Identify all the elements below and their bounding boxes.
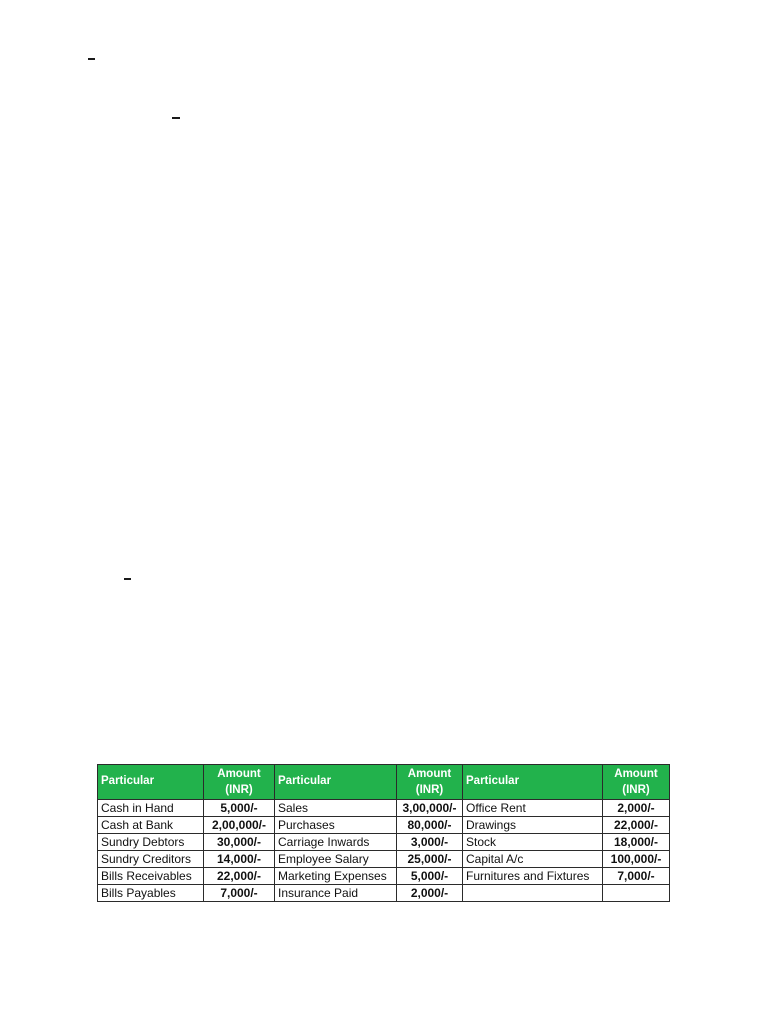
particular-cell: Bills Payables <box>98 885 204 902</box>
particular-cell: Office Rent <box>463 800 603 817</box>
amount-cell: 30,000/- <box>204 834 275 851</box>
amount-cell: 7,000/- <box>204 885 275 902</box>
amount-cell: 22,000/- <box>204 868 275 885</box>
amount-cell: 25,000/- <box>397 851 463 868</box>
underline-mark <box>88 58 95 60</box>
particular-cell: Insurance Paid <box>275 885 397 902</box>
particular-cell: Cash at Bank <box>98 817 204 834</box>
particular-cell: Purchases <box>275 817 397 834</box>
amount-cell: 2,000/- <box>603 800 670 817</box>
header-amount-line2: (INR) <box>225 784 253 796</box>
header-amount-line1: Amount <box>614 768 658 780</box>
particular-cell: Drawings <box>463 817 603 834</box>
amount-cell: 3,000/- <box>397 834 463 851</box>
amount-cell: 100,000/- <box>603 851 670 868</box>
ledger-table <box>97 764 670 902</box>
amount-cell: 3,00,000/- <box>397 800 463 817</box>
particular-cell: Cash in Hand <box>98 800 204 817</box>
particular-cell: Sales <box>275 800 397 817</box>
header-particular: Particular <box>98 765 204 800</box>
particular-cell: Sundry Creditors <box>98 851 204 868</box>
amount-cell <box>603 885 670 902</box>
header-row <box>98 765 670 800</box>
header-amount-line2: (INR) <box>415 784 444 796</box>
table-row <box>98 817 670 834</box>
particular-cell: Employee Salary <box>275 851 397 868</box>
particular-cell <box>463 885 603 902</box>
underline-mark <box>124 578 131 580</box>
amount-cell: 2,000/- <box>397 885 463 902</box>
amount-cell: 5,000/- <box>204 800 275 817</box>
amount-cell: 14,000/- <box>204 851 275 868</box>
table-row <box>98 885 670 902</box>
particular-cell: Bills Receivables <box>98 868 204 885</box>
amount-cell: 5,000/- <box>397 868 463 885</box>
amount-cell: 7,000/- <box>603 868 670 885</box>
table-row <box>98 800 670 817</box>
particular-cell: Marketing Expenses <box>275 868 397 885</box>
underline-mark <box>172 117 180 119</box>
header-amount <box>603 765 670 800</box>
amount-cell: 80,000/- <box>397 817 463 834</box>
particular-cell: Capital A/c <box>463 851 603 868</box>
particular-cell: Furnitures and Fixtures <box>463 868 603 885</box>
table-row <box>98 868 670 885</box>
amount-cell: 22,000/- <box>603 817 670 834</box>
header-amount <box>397 765 463 800</box>
particular-cell: Sundry Debtors <box>98 834 204 851</box>
amount-cell: 18,000/- <box>603 834 670 851</box>
header-amount-line2: (INR) <box>622 784 650 796</box>
header-particular: Particular <box>463 765 603 800</box>
table-row <box>98 851 670 868</box>
header-amount-line1: Amount <box>407 768 452 780</box>
header-particular: Particular <box>275 765 397 800</box>
header-amount <box>204 765 275 800</box>
amount-cell: 2,00,000/- <box>204 817 275 834</box>
particular-cell: Stock <box>463 834 603 851</box>
particular-cell: Carriage Inwards <box>275 834 397 851</box>
table-row <box>98 834 670 851</box>
header-amount-line1: Amount <box>217 768 261 780</box>
